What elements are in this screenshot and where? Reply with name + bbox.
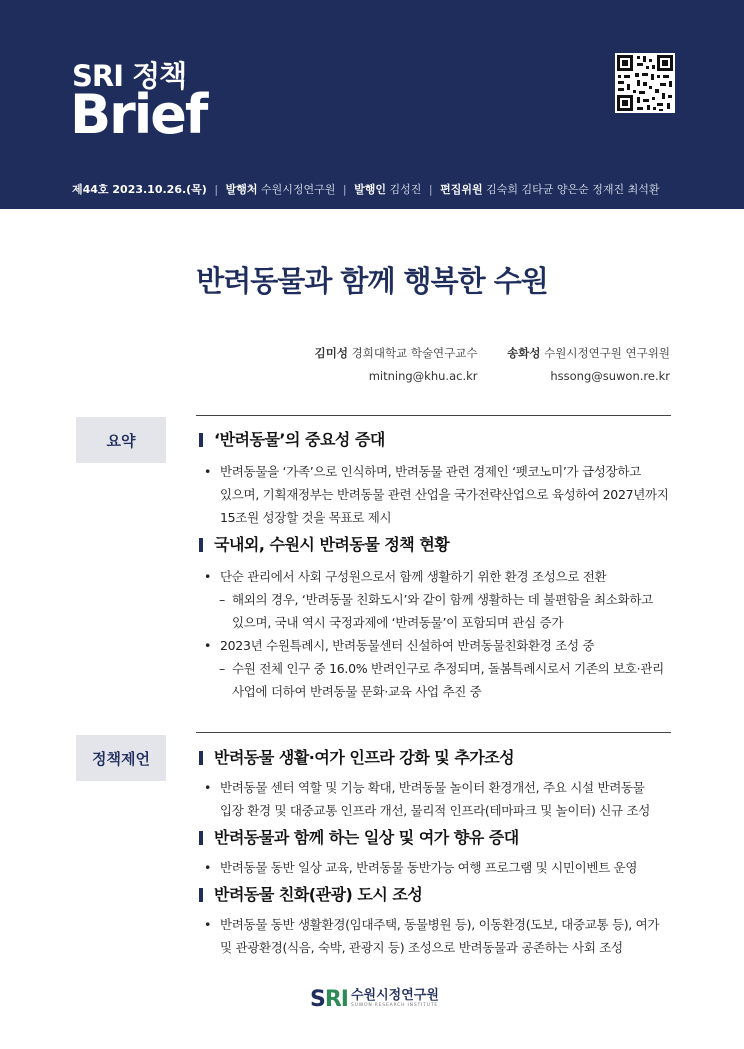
bullet-item	[196, 634, 672, 657]
heading-bar	[199, 831, 203, 845]
heading-text: ‘반려동물’의 중요성 증대	[214, 430, 385, 449]
bullet-line: 반려동물 동반 일상 교육, 반려동물 동반가능 여행 프로그램 및 시민이벤트 운영	[220, 860, 638, 875]
issue-meta	[72, 181, 659, 197]
issuer-label: 발행인	[354, 183, 386, 196]
editors-label: 편집위원	[440, 183, 483, 196]
sub-line: 있으며, 국내 역시 국정과제에 ‘반려동물’이 포함되며 관심 증가	[232, 615, 564, 630]
section-heading	[196, 428, 672, 452]
sub-item	[196, 657, 672, 703]
brand-title: SRI 정책	[72, 59, 187, 93]
issue-number: 제44호 2023.10.26.(목)	[72, 183, 207, 196]
section-heading	[196, 746, 672, 770]
summary-tag: 요약	[76, 417, 166, 463]
editors: 김숙희 김타균 양은순 정재진 최석환	[486, 183, 660, 196]
section-heading	[196, 883, 672, 907]
page-title: 반려동물과 함께 행복한 수원	[196, 264, 548, 298]
sub-item	[196, 588, 672, 634]
bullet-dot: •	[204, 860, 212, 875]
sub-line: 수원 전체 인구 중 16.0% 반려인구로 추정되며, 돌봄특례시로서 기존의 보호·관리	[232, 661, 664, 676]
summary-section	[196, 428, 672, 703]
bullet-line: 반려동물 동반 생활환경(임대주택, 동물병원 등), 이동환경(도보, 대중교통 등), 여가	[220, 917, 660, 932]
section-heading	[196, 533, 672, 557]
divider: |	[214, 183, 219, 196]
policy-tag: 정책제언	[76, 735, 166, 781]
author-name: 김미성	[314, 346, 348, 360]
bullet-dot: •	[204, 780, 212, 795]
bullet-item	[196, 856, 672, 879]
publisher-label: 발행처	[225, 183, 258, 196]
heading-bar	[199, 751, 203, 765]
bullet-line: 반려동물을 ‘가족’으로 인식하며, 반려동물 관련 경제인 ‘펫코노미’가 급성장하고	[220, 464, 641, 479]
heading-text: 국내외, 수원시 반려동물 정책 현황	[214, 535, 450, 554]
bullet-dot: •	[204, 638, 212, 653]
heading-bar	[199, 433, 203, 447]
section-divider	[196, 415, 671, 416]
logo-english: SUWON RESEARCH INSTITUTE	[351, 1003, 439, 1008]
bullet-item	[196, 460, 672, 529]
bullet-line: 입장 환경 및 대중교통 인프라 개선, 물리적 인프라(테마파크 및 놀이터) 신규 조성	[220, 803, 651, 818]
divider: |	[428, 183, 433, 196]
bullet-dot: •	[204, 917, 212, 932]
sub-dash: –	[219, 661, 225, 676]
footer-logo	[310, 984, 439, 1014]
policy-section	[196, 746, 672, 959]
heading-text: 반려동물 친화(관광) 도시 조성	[214, 885, 423, 904]
bullet-item	[196, 565, 672, 588]
brand-subtitle: Brief	[70, 83, 207, 146]
author-affiliation: 수원시정연구원 연구위원	[544, 346, 670, 360]
heading-bar	[199, 888, 203, 902]
heading-bar	[199, 538, 203, 552]
logo-mark: SRI	[310, 986, 348, 1012]
bullet-line: 15조원 성장할 것을 목표로 제시	[220, 510, 392, 525]
bullet-line: 반려동물 센터 역할 및 기능 확대, 반려동물 놀이터 환경개선, 주요 시설 반려동물	[220, 780, 645, 795]
bullet-line: 단순 관리에서 사회 구성원으로서 함께 생활하기 위한 환경 조성으로 전환	[220, 569, 607, 584]
bullet-line: 2023년 수원특례시, 반려동물센터 신설하여 반려동물친화환경 조성 중	[220, 638, 595, 653]
section-divider	[196, 732, 671, 733]
bullet-dot: •	[204, 464, 212, 479]
bullet-line: 있으며, 기획재정부는 반려동물 관련 산업을 국가전략산업으로 육성하여 2027년까지	[220, 487, 669, 502]
bullet-dot: •	[204, 569, 212, 584]
sub-line: 해외의 경우, ‘반려동물 친화도시’와 같이 함께 생활하는 데 불편함을 최소화하고	[232, 592, 653, 607]
issuer: 김성진	[389, 183, 422, 196]
bullet-item	[196, 776, 672, 822]
header-banner	[0, 0, 744, 209]
divider: |	[342, 183, 347, 196]
sub-dash: –	[219, 592, 225, 607]
bullet-line: 및 관광환경(식음, 숙박, 관광지 등) 조성으로 반려동물과 공존하는 사회 조성	[220, 940, 623, 955]
section-heading	[196, 826, 672, 850]
author-1	[315, 345, 478, 383]
author-block	[289, 345, 670, 383]
author-name: 송화성	[507, 346, 541, 360]
author-affiliation: 경희대학교 학술연구교수	[351, 346, 478, 360]
heading-text: 반려동물 생활·여가 인프라 강화 및 추가조성	[214, 748, 515, 767]
heading-text: 반려동물과 함께 하는 일상 및 여가 향유 증대	[214, 828, 519, 847]
author-2	[507, 345, 670, 383]
author-email[interactable]: mitning@khu.ac.kr	[368, 369, 478, 383]
logo-name: 수원시정연구원	[351, 988, 439, 1003]
author-email[interactable]: hssong@suwon.re.kr	[550, 369, 670, 383]
qr-code-icon[interactable]	[615, 53, 675, 113]
publisher: 수원시정연구원	[260, 183, 336, 196]
sub-line: 사업에 더하여 반려동물 문화·교육 사업 추진 중	[232, 684, 482, 699]
bullet-item	[196, 913, 672, 959]
